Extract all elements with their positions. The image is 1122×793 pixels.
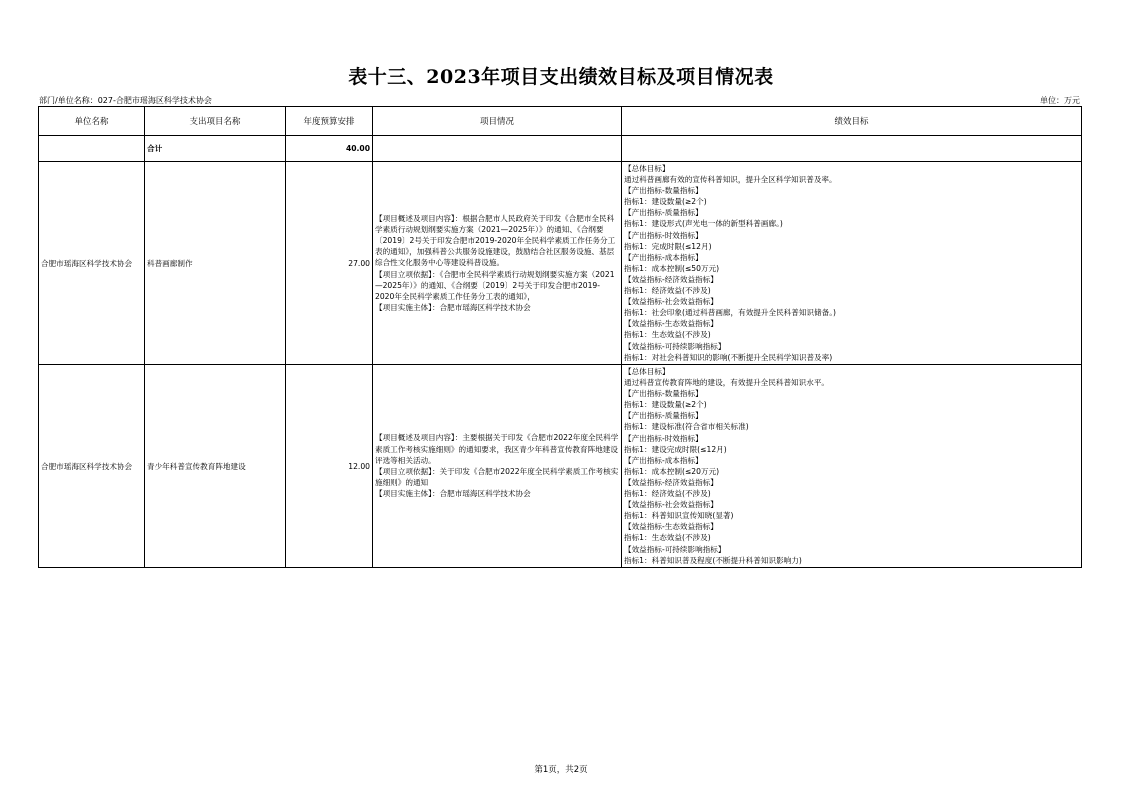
project-description-cell: 【项目概述及项目内容】：主要根据关于印发《合肥市2022年度全民科学素质工作考核实施细则》的通知要求，我区青少年科普宣传教育阵地建设评选等相关活动。 【项目立项依据】：关于印发《合肥市2022年度全民科学素质工作考核实施细则》的通知 【项目实施主体】：合肥市瑶海区科学技术协会 — [373, 365, 622, 568]
performance-target-cell: 【总体目标】 通过科普画廊有效的宣传科普知识，提升全区科学知识普及率。 【产出指标-数量指标】 指标1：建设数量(≥2个) 【产出指标-质量指标】 指标1：建设形式(声光电一体的新型科普画廊。) 【产出指标-时效指标】 指标1：完成时限(≤12月) 【产出指标-成本指标】 指标1：成本控制(≤50万元) 【效益指标-经济效益指标】 指标1：经济效益(不涉及) 【效益指标-社会效益指标】 指标1：社会印象(通过科普画廊，有效提升全民科普知识储备。) 【效益指标-生态效益指标】 指标1：生态效益(不涉及) 【效益指标-可持续影响指标】 指标1：对社会科普知识的影响(不断提升全民科学知识普及率) — [622, 162, 1082, 365]
table-row — [39, 365, 1082, 568]
project-description-cell: 【项目概述及项目内容】：根据合肥市人民政府关于印发《合肥市全民科学素质行动规划纲要实施方案（2021—2025年）》的通知、《合纲要〔2019〕2号关于印发合肥市2019-2020年全民科学素质工作任务分工表的通知》，加强科普公共服务设施建设，鼓励结合社区服务设施、基层综合性文化服务中心等建设科普设施。 【项目立项依据】：《合肥市全民科学素质行动规划纲要实施方案（2021—2025年）》的通知、《合纲要〔2019〕2号关于印发合肥市2019-2020年全民科学素质工作任务分工表的通知》， 【项目实施主体】：合肥市瑶海区科学技术协会 — [373, 162, 622, 365]
total-description-cell — [373, 136, 622, 162]
project-name-cell: 青少年科普宣传教育阵地建设 — [145, 365, 286, 568]
total-row — [39, 136, 1082, 162]
budget-amount-cell: 12.00 — [286, 365, 373, 568]
department-label: 部门/单位名称：027-合肥市瑶海区科学技术协会 — [39, 96, 212, 105]
performance-target-cell: 【总体目标】 通过科普宣传教育阵地的建设，有效提升全民科普知识水平。 【产出指标-数量指标】 指标1：建设数量(≥2个) 【产出指标-质量指标】 指标1：建设标准(符合省市相关标准) 【产出指标-时效指标】 指标1：建设完成时限(≤12月) 【产出指标-成本指标】 指标1：成本控制(≤20万元) 【效益指标-经济效益指标】 指标1：经济效益(不涉及) 【效益指标-社会效益指标】 指标1：科普知识宣传知晓(显著) 【效益指标-生态效益指标】 指标1：生态效益(不涉及) 【效益指标-可持续影响指标】 指标1：科普知识普及程度(不断提升科普知识影响力) — [622, 365, 1082, 568]
page-number: 第1页，共2页 — [534, 765, 588, 775]
col-header-description: 项目情况 — [373, 107, 622, 136]
total-performance-cell — [622, 136, 1082, 162]
project-name-cell: 科普画廊制作 — [145, 162, 286, 365]
total-label: 合计 — [145, 136, 286, 162]
table-header-row — [39, 107, 1082, 136]
unit-name-cell: 合肥市瑶海区科学技术协会 — [39, 365, 145, 568]
performance-table — [38, 106, 1082, 568]
total-amount: 40.00 — [286, 136, 373, 162]
col-header-performance: 绩效目标 — [622, 107, 1082, 136]
unit-name-cell: 合肥市瑶海区科学技术协会 — [39, 162, 145, 365]
total-unit-cell — [39, 136, 145, 162]
unit-label: 单位：万元 — [1040, 96, 1080, 105]
page-title: 表十三、2023年项目支出绩效目标及项目情况表 — [348, 66, 774, 88]
table-row — [39, 162, 1082, 365]
col-header-project: 支出项目名称 — [145, 107, 286, 136]
budget-amount-cell: 27.00 — [286, 162, 373, 365]
col-header-unit: 单位名称 — [39, 107, 145, 136]
col-header-budget: 年度预算安排 — [286, 107, 373, 136]
